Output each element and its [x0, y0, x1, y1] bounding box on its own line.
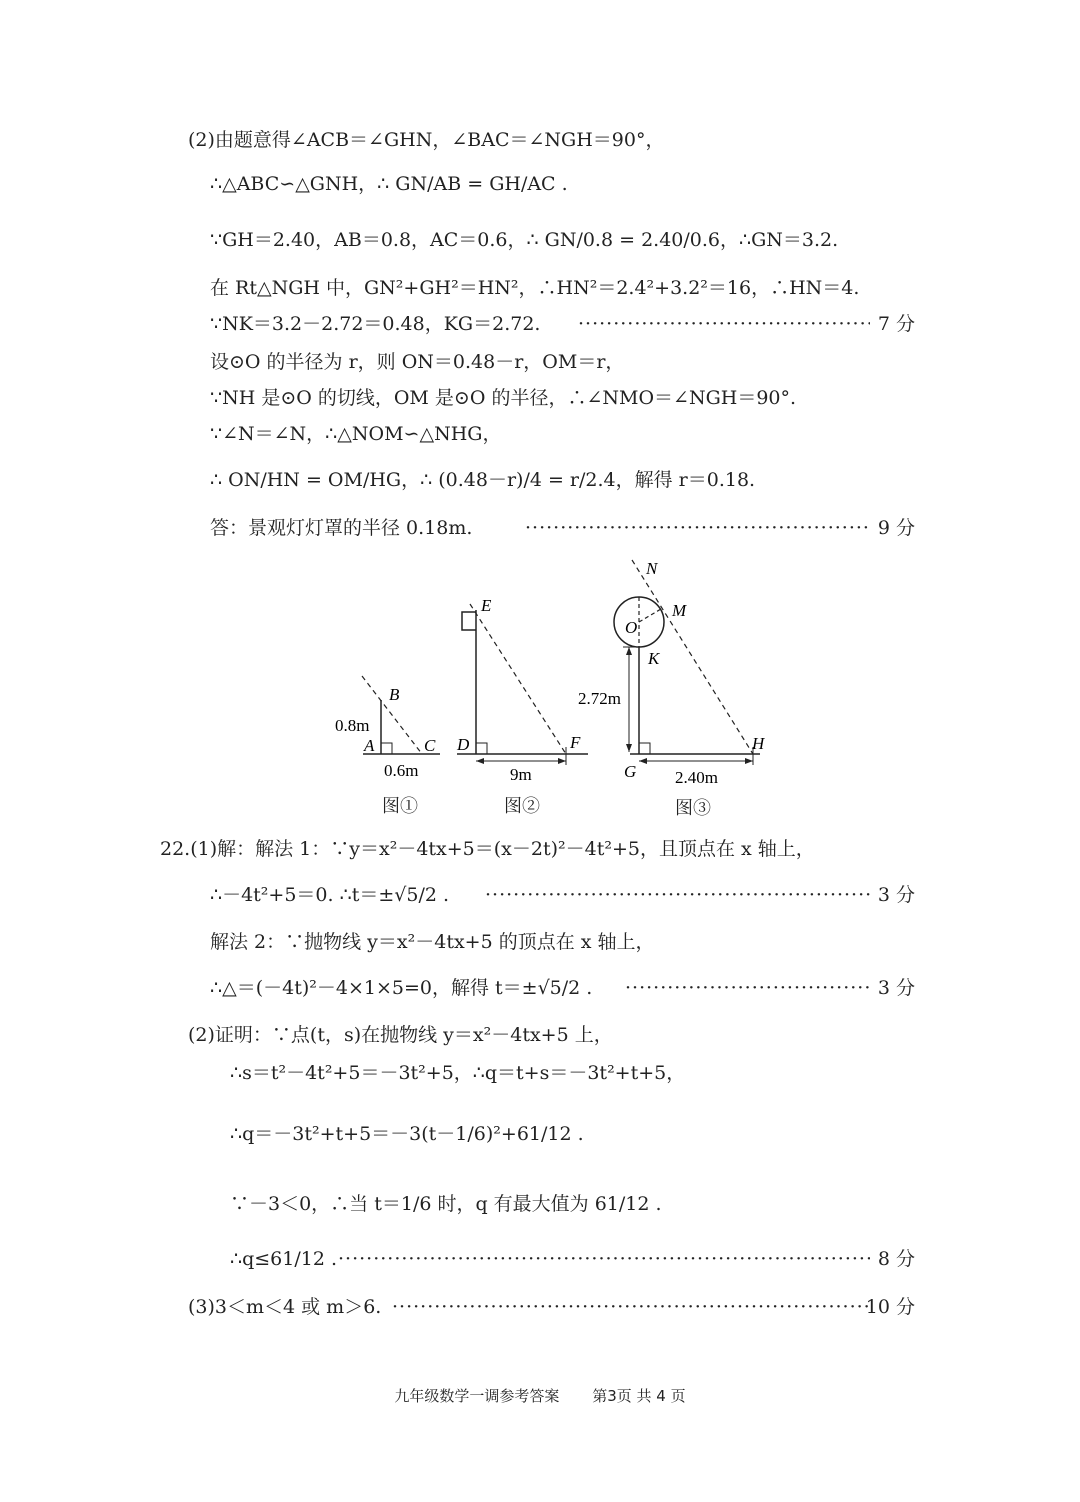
line-text: ∵NH 是⊙O 的切线，OM 是⊙O 的半径，∴∠NMO＝∠NGH＝90°. [210, 387, 797, 409]
solution-line [0, 1182, 1080, 1226]
fig1-label-b: B [389, 685, 400, 704]
fig1-label-c: C [424, 736, 436, 755]
line-text: ∴ ON/HN = OM/HG，∴ (0.48－r)/4 = r/2.4，解得 r＝0.18. [210, 469, 756, 491]
figure-3 [578, 559, 766, 787]
fig1-label-a: A [364, 736, 375, 755]
solution-line [0, 1051, 1080, 1095]
fig3-label-o: O [625, 618, 638, 637]
fig1-base: 0.6m [384, 761, 419, 780]
footer-page-number: 第3页 共 4 页 [592, 1387, 686, 1405]
footer-title: 九年级数学一调参考答案 [394, 1387, 560, 1405]
score: 9 分 [877, 517, 915, 539]
line-text: ∴q≤61/12 . [230, 1248, 338, 1270]
line-text: ∵NK＝3.2－2.72＝0.48，KG＝2.72. [210, 313, 541, 335]
solution-line [0, 966, 1080, 1010]
solution-line [0, 458, 1080, 502]
page-footer [0, 1385, 1080, 1406]
score: 3 分 [877, 977, 915, 999]
fig3-base: 2.40m [675, 768, 718, 787]
fig3-height: 2.72m [578, 689, 621, 708]
fig3-label-g: G [624, 762, 637, 781]
fig1-height: 0.8m [335, 716, 370, 735]
leader-dots [392, 1285, 870, 1329]
figure-1-caption: 图① [382, 796, 418, 817]
score: 8 分 [877, 1248, 915, 1270]
solution-line [0, 920, 1080, 964]
line-text: (3)3＜m＜4 或 m＞6. [188, 1296, 382, 1318]
line-text: 在 Rt△NGH 中，GN²+GH²＝HN²，∴HN²＝2.4²+3.2²＝16，∴HN＝4. [210, 277, 860, 299]
line-text: ∵GH＝2.40，AB＝0.8，AC＝0.6，∴ GN/0.8 = 2.40/0.6，∴GN＝3.2. [210, 229, 839, 251]
leader-dots [625, 966, 870, 1010]
fig2-base: 9m [510, 765, 532, 784]
leader-dots [525, 506, 870, 550]
fig3-label-m: M [672, 601, 687, 620]
line-text: (2)由题意得∠ACB＝∠GHN，∠BAC＝∠NGH＝90°， [188, 129, 665, 151]
line-text: 答：景观灯灯罩的半径 0.18m. [210, 517, 473, 539]
solution-line [0, 506, 1080, 550]
line-text: ∴－4t²+5＝0. ∴t＝±√5/2 . [210, 884, 450, 906]
solution-line [0, 412, 1080, 456]
line-text: 22.(1)解：解法 1：∵y＝x²－4tx+5＝(x－2t)²－4t²+5，且顶点在 x 轴上， [160, 838, 815, 860]
line-text: ∵∠N＝∠N，∴△NOM∽△NHG， [210, 423, 502, 445]
figure-2 [456, 596, 588, 784]
figure-3-caption: 图③ [675, 798, 711, 819]
solution-line [0, 218, 1080, 262]
score: 3 分 [877, 884, 915, 906]
solution-line [0, 1112, 1080, 1156]
solution-line [0, 1285, 1080, 1329]
geometry-figures [330, 552, 790, 842]
fig2-label-e: E [481, 596, 492, 615]
solution-line [0, 873, 1080, 917]
solution-line [0, 162, 1080, 206]
figure-1 [335, 676, 440, 780]
line-text: ∴△ABC∽△GNH，∴ GN/AB = GH/AC . [210, 173, 568, 195]
fig3-label-k: K [648, 649, 660, 668]
solution-line [0, 118, 1080, 162]
solution-line [0, 1237, 1080, 1281]
fig2-label-f: F [570, 733, 581, 752]
leader-dots [338, 1237, 870, 1281]
line-text: 设⊙O 的半径为 r，则 ON＝0.48－r，OM＝r， [210, 351, 625, 373]
fig3-label-n: N [646, 559, 658, 578]
score: 7 分 [877, 313, 915, 335]
line-text: ∴q＝－3t²+t+5＝－3(t－1/6)²+61/12 . [230, 1123, 584, 1145]
leader-dots [485, 873, 870, 917]
fig3-label-h: H [752, 734, 765, 753]
line-text: 解法 2：∵抛物线 y＝x²－4tx+5 的顶点在 x 轴上， [210, 931, 655, 953]
line-text: (2)证明：∵点(t，s)在抛物线 y＝x²－4tx+5 上， [188, 1024, 613, 1046]
line-text: ∴s＝t²－4t²+5＝－3t²+5，∴q＝t+s＝－3t²+t+5， [230, 1062, 686, 1084]
fig2-label-d: D [457, 735, 470, 754]
line-text: ∵－3＜0，∴当 t＝1/6 时，q 有最大值为 61/12 . [230, 1193, 662, 1215]
line-text: ∴△＝(－4t)²－4×1×5=0，解得 t＝±√5/2 . [210, 977, 593, 999]
figure-2-caption: 图② [504, 796, 540, 817]
solution-line [0, 827, 1080, 871]
score: 10 分 [865, 1296, 915, 1318]
